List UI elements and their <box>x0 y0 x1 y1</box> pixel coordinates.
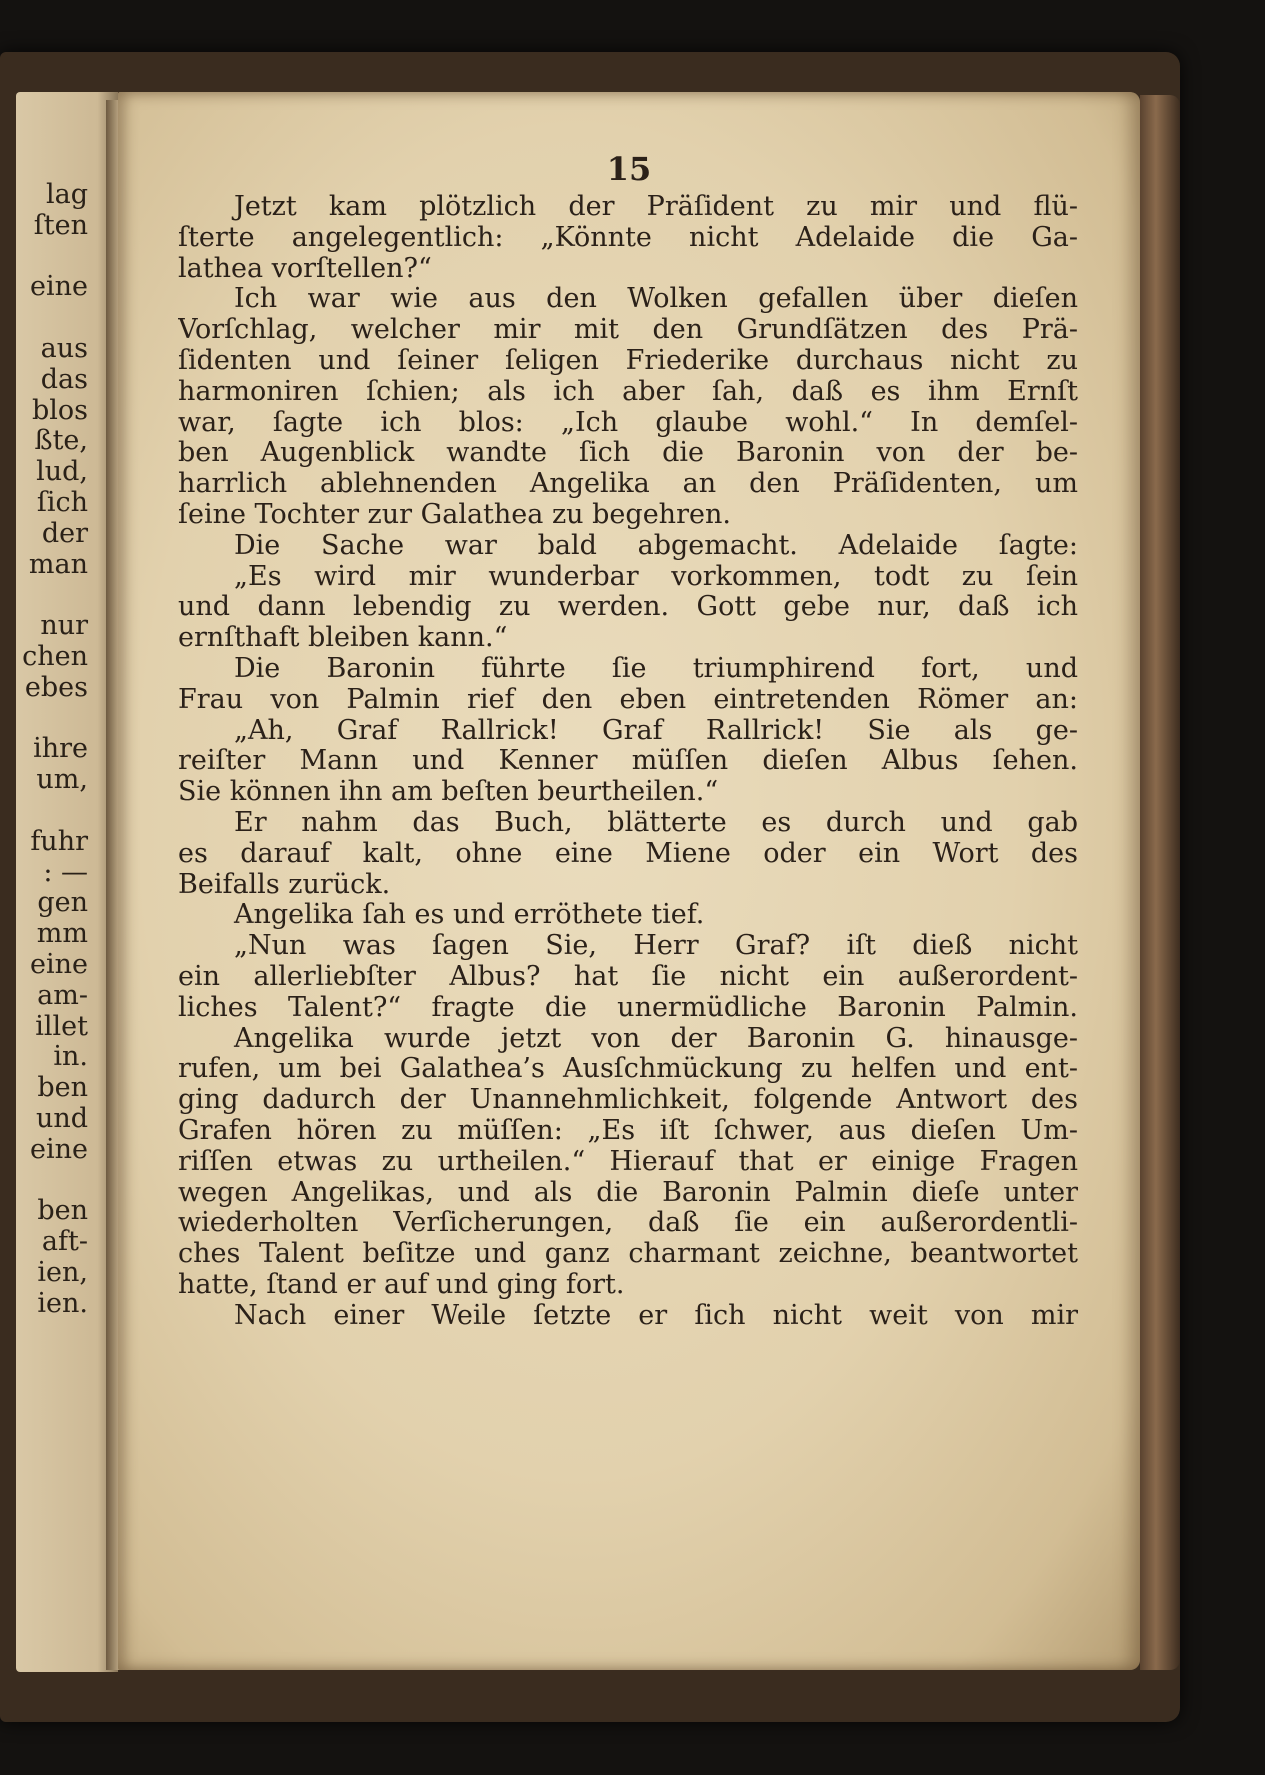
text-line: Grafen hören zu müſſen: „Es iſt ſchwer, aus dieſen Um- <box>178 1115 1078 1146</box>
text-line: ſterte angelegentlich: „Könnte nicht Adelaide die Ga- <box>178 222 1078 253</box>
left-page-fragment: das <box>40 363 88 395</box>
left-page-edge <box>16 92 118 1672</box>
text-line: ein allerliebſter Albus? hat ſie nicht ein außerordent- <box>178 961 1078 992</box>
left-page-fragment: : — <box>43 856 88 888</box>
left-page-fragment: blos <box>31 394 88 426</box>
text-line: ernſthaft bleiben kann.“ <box>178 623 508 654</box>
text-line: riſſen etwas zu urtheilen.“ Hierauf that er einige Fragen <box>178 1146 1078 1177</box>
left-page-fragment: chen <box>22 641 88 672</box>
page-text <box>178 192 1078 1331</box>
left-page-fragment: aus <box>40 333 88 364</box>
text-line: reiſter Mann und Kenner müſſen dieſen Albus ſehen. <box>178 746 1078 777</box>
left-page-fragment: um, <box>36 764 88 796</box>
text-line: Nach einer Weile ſetzte er ſich nicht weit von mir <box>234 1300 1078 1331</box>
left-page-fragment: lag <box>45 179 88 210</box>
left-page-fragment: ben <box>37 1195 88 1227</box>
text-line: ches Talent beſitze und ganz charmant zeichne, beantwortet <box>178 1239 1078 1270</box>
text-line: Beifalls zurück. <box>178 869 391 900</box>
text-line: Sie können ihn am beſten beurtheilen.“ <box>178 777 719 808</box>
left-page-fragment: man <box>28 548 88 580</box>
left-page-fragment: aft- <box>41 1226 88 1258</box>
text-line: wiederholten Verſicherungen, daß ſie ein außerordentli- <box>178 1208 1078 1239</box>
left-page-fragment: ßte, <box>34 425 88 457</box>
text-line: „Nun was ſagen Sie, Herr Graf? iſt dieß nicht <box>234 931 1078 962</box>
text-line: Jetzt kam plötzlich der Präſident zu mir und flü- <box>234 192 1078 222</box>
left-page-fragment: mm <box>36 918 88 950</box>
left-page-fragment: eine <box>30 271 88 303</box>
text-line: „Es wird mir wunderbar vorkommen, todt zu ſein <box>234 561 1078 592</box>
left-page-fragment: fuhr <box>30 825 88 857</box>
left-page-fragment: ihre <box>33 733 88 765</box>
text-line: Vorſchlag, welcher mir mit den Grundſätzen des Prä- <box>178 315 1078 346</box>
text-line: Ich war wie aus den Wolken gefallen über dieſen <box>234 284 1078 315</box>
text-line: Angelika ſah es und erröthete tief. <box>234 900 705 931</box>
left-page-fragment: ſten <box>33 209 88 241</box>
left-page-fragment: der <box>41 517 88 549</box>
text-line: ſeine Tochter zur Galathea zu begehren. <box>178 499 731 530</box>
text-line: ben Augenblick wandte ſich die Baronin von der be- <box>178 438 1078 469</box>
text-line: Die Baronin führte ſie triumphirend fort, und <box>234 653 1078 684</box>
text-line: Frau von Palmin rief den eben eintretenden Römer an: <box>178 684 1078 715</box>
page-number: 15 <box>606 150 652 188</box>
text-line: und dann lebendig zu werden. Gott gebe nur, daß ich <box>178 592 1078 623</box>
left-page-fragment: illet <box>35 1010 88 1042</box>
text-line: harrlich ablehnenden Angelika an den Präſidenten, um <box>178 469 1078 500</box>
cover-edge <box>1140 95 1180 1670</box>
left-page-fragment: gen <box>37 887 88 919</box>
left-page-fragment: ſich <box>36 487 88 518</box>
left-page-fragment: eine <box>30 949 88 980</box>
left-page-fragment: eine <box>30 1133 88 1165</box>
right-page <box>118 92 1140 1670</box>
text-line: wegen Angelikas, und als die Baronin Palmin dieſe unter <box>178 1177 1078 1208</box>
text-line: Er nahm das Buch, blätterte es durch und gab <box>234 807 1078 838</box>
left-page-fragment: ien, <box>37 1257 88 1288</box>
left-page-fragment: ebes <box>24 671 88 703</box>
text-line: liches Talent?“ fragte die unermüdliche Baronin Palmin. <box>178 992 1078 1023</box>
left-page-fragment: ben <box>37 1072 88 1104</box>
text-line: hatte, ſtand er auf und ging fort. <box>178 1269 625 1300</box>
left-page-fragment: am- <box>37 979 88 1011</box>
text-line: „Ah, Graf Rallrick! Graf Rallrick! Sie als ge- <box>234 715 1078 746</box>
text-line: harmoniren ſchien; als ich aber ſah, daß es ihm Ernſt <box>178 376 1078 407</box>
text-line: ſidenten und ſeiner ſeligen Friederike durchaus nicht zu <box>178 345 1078 376</box>
text-line: es darauf kalt, ohne eine Miene oder ein Wort des <box>178 838 1078 869</box>
text-line: Die Sache war bald abgemacht. Adelaide ſagte: <box>234 530 1078 561</box>
text-line: Angelika wurde jetzt von der Baronin G. hinausge- <box>234 1023 1078 1054</box>
text-line: rufen, um bei Galathea’s Ausſchmückung zu helfen und ent- <box>178 1054 1078 1085</box>
left-page-fragment: in. <box>53 1041 88 1073</box>
left-page-fragment: lud, <box>36 456 88 488</box>
left-page-fragment: und <box>35 1103 88 1134</box>
text-line: lathea vorſtellen?“ <box>178 253 432 284</box>
left-page-fragment: ien. <box>37 1287 88 1319</box>
left-page-fragment: nur <box>40 610 88 642</box>
text-line: war, ſagte ich blos: „Ich glaube wohl.“ In demſel- <box>178 407 1078 438</box>
text-line: ging dadurch der Unannehmlichkeit, folgende Antwort des <box>178 1085 1078 1116</box>
